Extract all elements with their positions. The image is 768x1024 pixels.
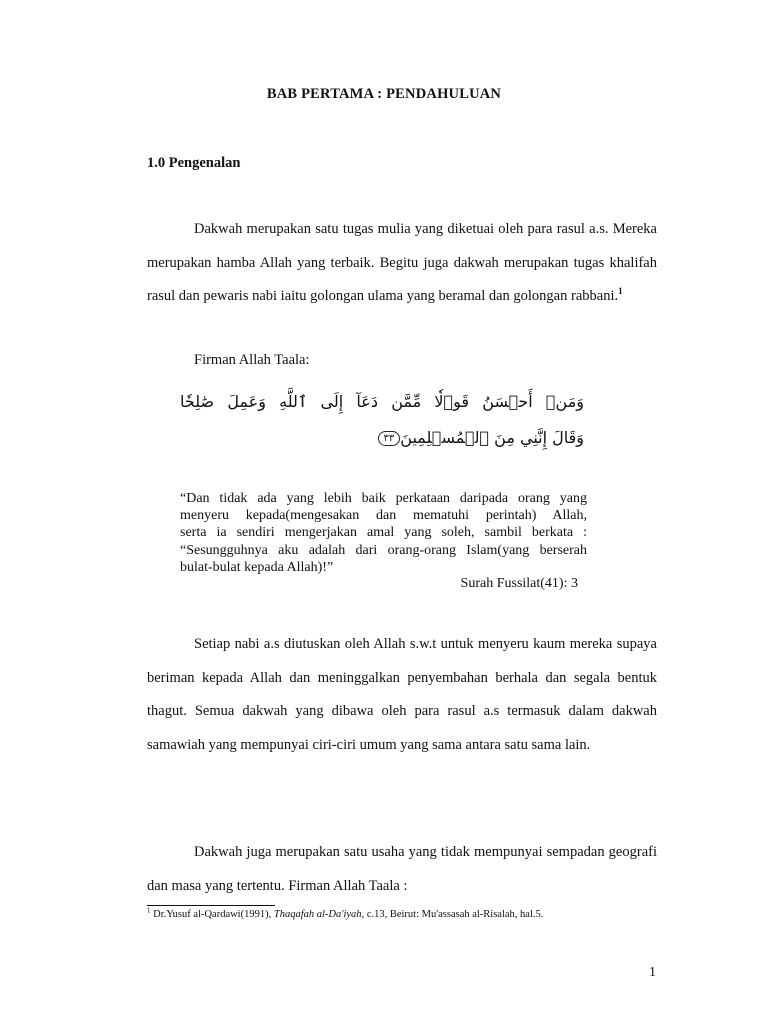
translation-line: menyeru kepada(mengesakan dan mematuhi perintah) Allah, [180,508,587,524]
footnote-reference: 1 [618,286,623,297]
third-paragraph-text: Dakwah juga merupakan satu usaha yang tidak mempunyai sempadan geografi dan masa yang tertentu. Firman Allah Taala : [147,844,657,894]
footnote [147,906,544,920]
verse-source: Surah Fussilat(41): 3 [460,576,578,591]
translation-line: “Sesungguhnya aku adalah dari orang-orang Islam(yang berserah [180,542,587,558]
chapter-title: BAB PERTAMA : PENDAHULUAN [266,86,502,102]
arabic-verse-line-1: وَمَنۡ أَحۡسَنُ قَوۡلٗا مِّمَّن دَعَآ إِلَى ٱللَّهِ وَعَمِلَ صَٰلِحٗا [180,392,584,411]
translation-line: serta ia sendiri mengerjakan amal yang soleh, sambil berkata : [180,525,587,541]
intro-paragraph [147,213,657,314]
footnote-number: 1 [147,906,151,915]
firman-intro: Firman Allah Taala: [194,352,310,368]
verse-translation [180,490,587,576]
footnote-details: , c.13, Beirut: Mu'assasah al-Risalah, hal.5. [361,909,544,920]
footnote-book-title: Thaqafah al-Da'iyah [273,909,362,920]
arabic-verse-line-2 [180,428,584,447]
intro-paragraph-text: Dakwah merupakan satu tugas mulia yang diketuai oleh para rasul a.s. Mereka merupakan hamba Allah yang terbaik. Begitu juga dakwah merupakan tugas khalifah rasul dan pewaris nabi iaitu golongan ulama yang beramal dan golongan rabbani. [147,221,657,304]
page-number: 1 [649,965,656,980]
translation-line: “Dan tidak ada yang lebih baik perkataan daripada orang yang [180,491,587,506]
footnote-separator [147,905,275,906]
section-heading: 1.0 Pengenalan [147,155,241,171]
ayah-number-marker: ٣٣ [378,431,401,446]
second-paragraph [147,628,657,762]
third-paragraph [147,836,657,903]
second-paragraph-text: Setiap nabi a.s diutuskan oleh Allah s.w.t untuk menyeru kaum mereka supaya beriman kepada Allah dan meninggalkan penyembahan berhala dan segala bentuk thagut. Semua dakwah yang dibawa oleh para rasul a.s termasuk dalam dakwah samawiah yang mempunyai ciri-ciri umum yang sama antara satu sama lain. [147,636,657,753]
footnote-author: Dr.Yusuf al-Qardawi(1991), [150,909,274,920]
translation-line: bulat-bulat kepada Allah)!” [180,559,334,575]
arabic-verse-line-2-text: وَقَالَ إِنَّنِي مِنَ ٱلۡمُسۡلِمِينَ [400,428,584,447]
